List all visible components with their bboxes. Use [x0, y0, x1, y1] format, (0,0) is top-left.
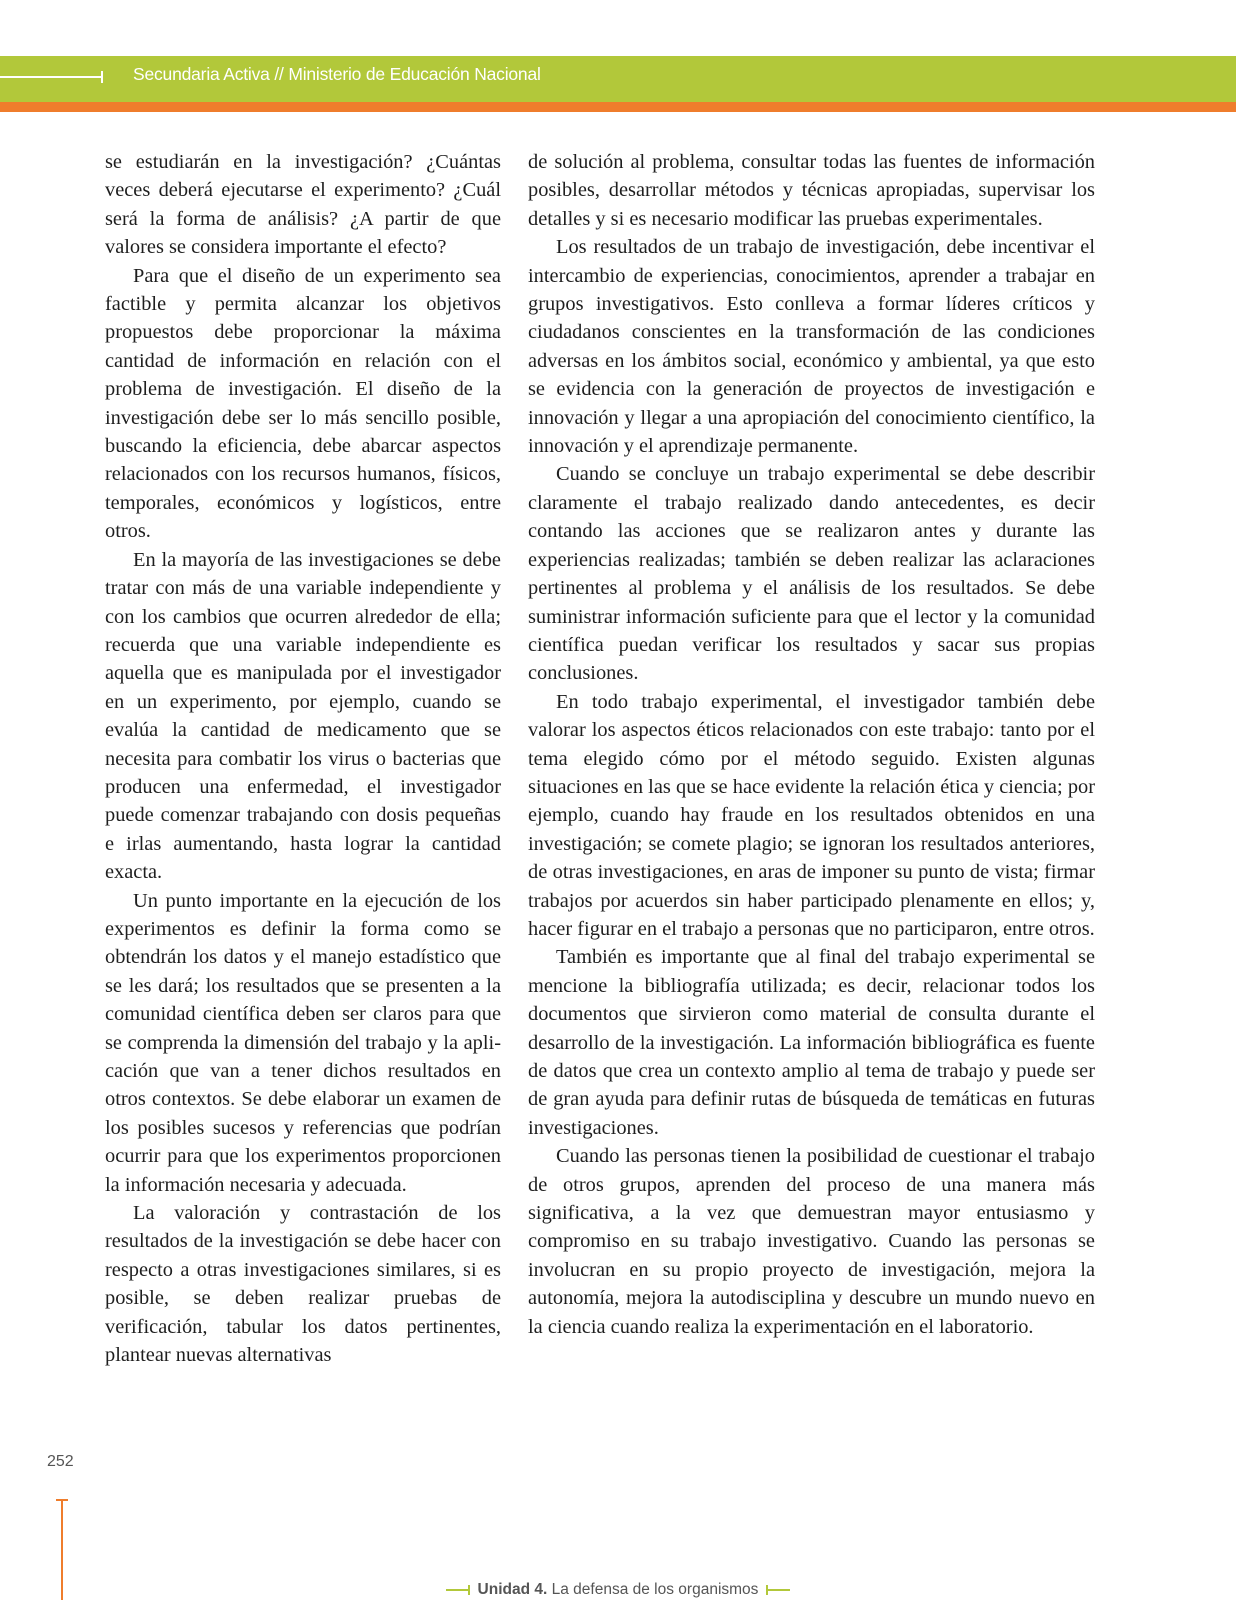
paragraph: Para que el diseño de un experimento sea factible y permita alcanzar los objetivos propuestos debe proporcionar la máxima cantidad de información en relación con el problema de investigación. El diseño de la investigación debe ser lo más sencillo posible, buscando la eficiencia, debe abarcar aspectos relacionados con los recursos humanos, físicos, temporales, económicos y logísticos, entre otros.	[105, 264, 501, 543]
footer-unit: Unidad 4.	[477, 1581, 548, 1598]
paragraph: Cuando se concluye un trabajo experimental se debe describir claramente el trabajo realizado dando antecedentes, es decir contando las acciones que se realizaron antes y durante las experiencias realizadas; también se deben realizar las aclaraciones pertinentes al problema y el análisis de los resultados. Se debe suministrar información suficiente para que el lector y la comunidad científica puedan verificar los resultados y sacar sus propias conclusiones.	[528, 463, 1095, 685]
footer-label	[446, 1581, 791, 1599]
header-rule-line	[0, 76, 102, 78]
footer-left-bar	[446, 1589, 470, 1591]
paragraph: La valoración y contrastación de los resultados de la investigación se debe hacer con respecto a otras investigaciones similares, si es posible, se deben realizar pruebas de verificación, tabular los datos pertinentes, plantear nuevas alternativas	[105, 1202, 501, 1367]
page-number: 252	[47, 1453, 74, 1470]
header-title: Secundaria Activa // Ministerio de Educación Nacional	[133, 64, 541, 84]
paragraph: Los resultados de un trabajo de investigación, debe incentivar el intercambio de experiencias, conocimientos, aprender a trabajar en grupos investigativos. Esto conlleva a formar líderes críticos y ciudadanos conscientes en la transformación de las condiciones adversas en los ámbitos social, económico y ambiental, ya que esto se evidencia con la generación de proyectos de investigación e innovación y llegar a una apropiación del conocimiento científico, la innovación y el aprendizaje permanente.	[528, 236, 1095, 458]
paragraph: Un punto importante en la ejecución de los experimentos es definir la forma como se obtendrán los datos y el manejo estadístico que se les dará; los resultados que se presenten a la comunidad científica deben ser claros para que se comprenda la dimensión del trabajo y la aplicación que van a tener dichos resultados en otros contextos. Se debe elaborar un examen de los posibles sucesos y referencias que podrían ocurrir para que los experimentos proporcionen la información necesaria y adecuada.	[105, 889, 501, 1196]
footer-title: La defensa de los organismos	[551, 1581, 759, 1598]
paragraph: En la mayoría de las investigaciones se debe tratar con más de una variable independiente y con los cambios que ocurren alrededor de ella; recuerda que una variable independiente es aquella que es manipulada por el investigador en un experimento, por ejemplo, cuando se evalúa la cantidad de medicamento que se necesita para combatir los virus o bacterias que producen una enfermedad, el investigador puede comenzar trabajando con dosis pequeñas e irlas aumentando, hasta lograr la cantidad exacta.	[105, 548, 501, 884]
paragraph: Cuando las personas tienen la posibilidad de cuestionar el trabajo de otros grupos, aprenden del proceso de una manera más significativa, a la vez que demuestran mayor entusiasmo y compromiso en su trabajo investigativo. Cuando las personas se involucran en su propio proyecto de investigación, mejora la autonomía, mejora la autodisciplina y descubre un mundo nuevo en la ciencia cuando realiza la experimentación en el laboratorio.	[528, 1145, 1095, 1338]
header-rule-cap	[101, 71, 103, 83]
left-column	[105, 148, 501, 1369]
header-accent-stripe	[0, 102, 1236, 112]
paragraph: de solución al problema, consultar todas las fuentes de información posibles, desarrollar métodos y técnicas apropiadas, supervisar los detalles y si es necesario modificar las pruebas experimentales.	[528, 151, 1095, 230]
footer	[0, 1578, 1236, 1600]
right-column	[528, 148, 1095, 1341]
paragraph: En todo trabajo experimental, el investigador también debe valorar los aspectos éticos relacionados con este trabajo: tanto por el tema elegido cómo por el método seguido. Existen algunas situaciones en las que se hace evidente la relación ética y ciencia; por ejemplo, cuando hay fraude en los resultados obtenidos en una investigación; se comete plagio; se ignoran los resultados anteriores, de otras investigaciones, en aras de imponer su punto de vista; firmar trabajos por acuerdos sin haber participado plenamente en ellos; y, hacer figurar en el trabajo a personas que no participaron, entre otros.	[528, 690, 1095, 940]
footer-right-bar	[766, 1589, 790, 1591]
paragraph: se estudiarán en la investigación? ¿Cuántas veces deberá ejecutarse el experimento? ¿Cuál será la forma de análisis? ¿A partir de que valores se considera importante el efecto?	[105, 151, 501, 259]
paragraph: También es importante que al final del trabajo experimental se mencione la bibliografía utilizada; es decir, relacionar todos los documentos que sirvieron como material de consulta durante el desarrollo de la investigación. La información bibliográfica es fuente de datos que crea un contexto amplio al tema de trabajo y puede ser de gran ayuda para definir rutas de búsqueda de temáticas en futuras investigaciones.	[528, 946, 1095, 1139]
